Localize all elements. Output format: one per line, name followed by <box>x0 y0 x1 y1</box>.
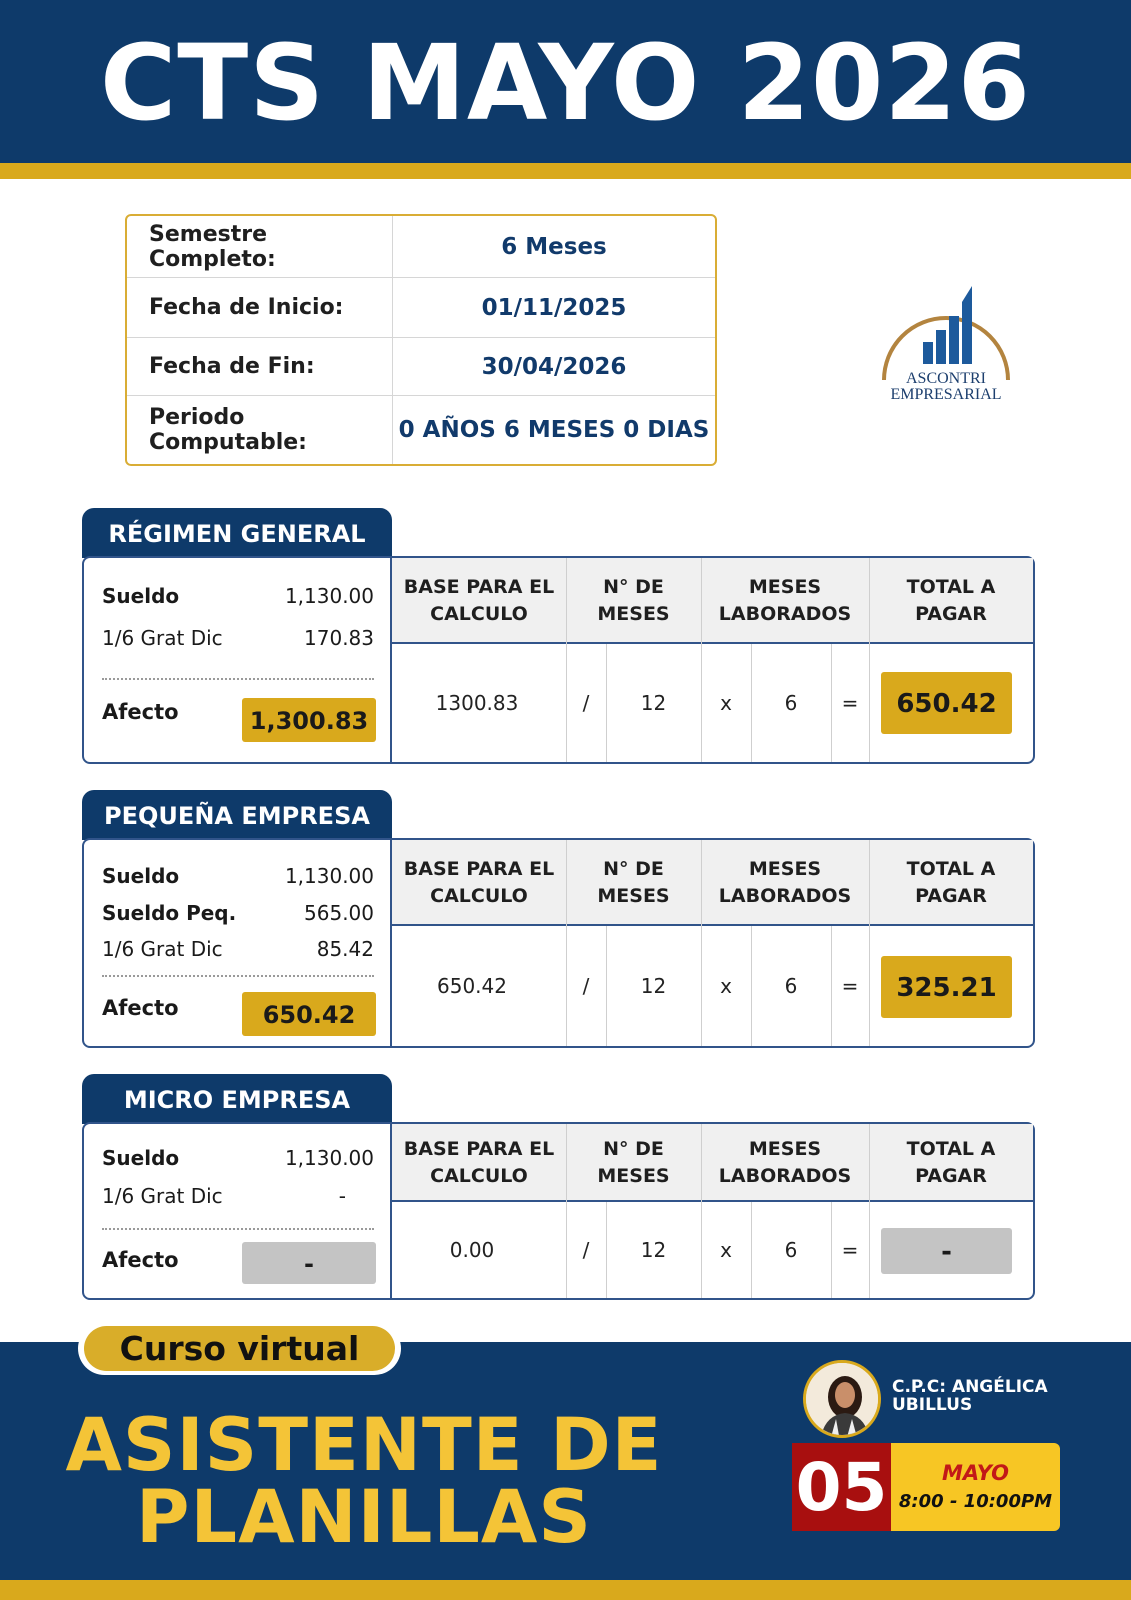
col-divider <box>869 1124 870 1298</box>
afecto-label: Afecto <box>102 700 179 724</box>
header-num-meses: N° DE MESES <box>597 858 670 907</box>
header-base: BASE PARA EL CALCULO <box>403 576 555 625</box>
event-day: 05 <box>792 1443 891 1531</box>
header-num-meses: N° DE MESES <box>597 576 670 625</box>
info-label: Semestre Completo: <box>149 221 276 272</box>
header-total: TOTAL A PAGAR <box>906 1138 996 1187</box>
course-title <box>44 1403 684 1560</box>
afecto-value: 1,300.83 <box>242 698 376 742</box>
breakdown-label: 1/6 Grat Dic <box>102 937 223 961</box>
breakdown-value: 1,130.00 <box>284 584 374 608</box>
months-value: 12 <box>640 1238 667 1262</box>
total-value: 325.21 <box>881 956 1012 1018</box>
worked-months-value: 6 <box>784 974 798 998</box>
logo-text-line1: ASCONTRI <box>905 370 987 387</box>
breakdown-label: Sueldo <box>102 584 180 608</box>
speaker-name <box>892 1378 1092 1414</box>
divide-sign: / <box>582 691 590 715</box>
event-date-info <box>891 1443 1060 1531</box>
ascontri-logo <box>866 272 1026 412</box>
dotted-divider <box>102 1228 374 1230</box>
info-row-semestre <box>127 216 715 278</box>
breakdown-panel <box>84 1124 392 1298</box>
header-meses-laborados: MESES LABORADOS <box>718 1138 852 1187</box>
info-row-inicio <box>127 278 715 338</box>
multiply-sign: x <box>720 1238 732 1262</box>
breakdown-label: 1/6 Grat Dic <box>102 1184 223 1208</box>
header-meses-laborados: MESES LABORADOS <box>718 858 852 907</box>
breakdown-row <box>102 1184 374 1208</box>
col-divider <box>869 840 870 1046</box>
section-title: PEQUEÑA EMPRESA <box>82 790 392 840</box>
breakdown-value: - <box>338 1184 346 1208</box>
header-total: TOTAL A PAGAR <box>906 576 996 625</box>
base-value: 650.42 <box>437 974 507 998</box>
breakdown-row <box>102 584 374 608</box>
section-pequena-empresa <box>82 790 1035 1050</box>
info-value: 01/11/2025 <box>481 294 627 321</box>
breakdown-row <box>102 626 374 650</box>
info-label: Fecha de Inicio: <box>149 295 344 320</box>
footer-gold-stripe <box>0 1580 1131 1600</box>
calc-grid <box>392 840 1033 1046</box>
afecto-value: - <box>242 1242 376 1284</box>
header-band <box>0 0 1131 163</box>
equals-sign: = <box>841 974 859 998</box>
period-info-table <box>125 214 717 466</box>
header-gold-stripe <box>0 163 1131 179</box>
breakdown-value: 1,130.00 <box>284 1146 374 1170</box>
base-value: 1300.83 <box>435 691 519 715</box>
col-divider <box>869 558 870 762</box>
breakdown-value: 1,130.00 <box>284 864 374 888</box>
info-label: Periodo Computable: <box>149 405 307 455</box>
dotted-divider <box>102 975 374 977</box>
afecto-value: 650.42 <box>242 992 376 1036</box>
dotted-divider <box>102 678 374 680</box>
breakdown-label: Sueldo <box>102 1146 180 1170</box>
breakdown-label: Sueldo Peq. <box>102 901 237 925</box>
header-total: TOTAL A PAGAR <box>906 858 996 907</box>
equals-sign: = <box>841 691 859 715</box>
speaker-name-line2: UBILLUS <box>892 1395 973 1415</box>
logo-text-line2: EMPRESARIAL <box>890 386 1002 403</box>
info-row-fin <box>127 338 715 396</box>
breakdown-panel <box>84 840 392 1046</box>
event-month: MAYO <box>941 1461 1010 1485</box>
course-badge: Curso virtual <box>84 1326 395 1371</box>
header-meses-laborados: MESES LABORADOS <box>718 576 852 625</box>
info-value: 0 AÑOS 6 MESES 0 DIAS <box>398 417 710 443</box>
multiply-sign: x <box>720 974 732 998</box>
breakdown-row <box>102 901 374 925</box>
afecto-label: Afecto <box>102 1248 179 1272</box>
section-regimen-general <box>82 508 1035 766</box>
breakdown-row <box>102 1146 374 1170</box>
calc-grid <box>392 558 1033 762</box>
section-title: MICRO EMPRESA <box>82 1074 392 1124</box>
header-base: BASE PARA EL CALCULO <box>403 858 555 907</box>
months-value: 12 <box>640 974 667 998</box>
worked-months-value: 6 <box>784 691 798 715</box>
header-base: BASE PARA EL CALCULO <box>403 1138 555 1187</box>
section-micro-empresa <box>82 1074 1035 1302</box>
afecto-label: Afecto <box>102 996 179 1020</box>
regimen-general-box <box>82 556 1035 764</box>
breakdown-row <box>102 864 374 888</box>
micro-empresa-box <box>82 1122 1035 1300</box>
logo-graphic <box>866 272 1026 412</box>
total-value: - <box>881 1228 1012 1274</box>
info-row-periodo <box>127 396 715 464</box>
pequena-empresa-box <box>82 838 1035 1048</box>
calc-grid <box>392 1124 1033 1298</box>
breakdown-value: 565.00 <box>304 901 374 925</box>
event-date <box>792 1443 1060 1531</box>
base-value: 0.00 <box>449 1238 495 1262</box>
course-title-line2: PLANILLAS <box>136 1475 592 1560</box>
equals-sign: = <box>841 1238 859 1262</box>
months-value: 12 <box>640 691 667 715</box>
multiply-sign: x <box>720 691 732 715</box>
info-value: 30/04/2026 <box>481 353 627 380</box>
event-time: 8:00 - 10:00PM <box>898 1491 1053 1512</box>
breakdown-panel <box>84 558 392 762</box>
breakdown-label: 1/6 Grat Dic <box>102 626 223 650</box>
header-num-meses: N° DE MESES <box>597 1138 670 1187</box>
worked-months-value: 6 <box>784 1238 798 1262</box>
total-value: 650.42 <box>881 672 1012 734</box>
section-title: RÉGIMEN GENERAL <box>82 508 392 558</box>
breakdown-label: Sueldo <box>102 864 180 888</box>
info-label: Fecha de Fin: <box>149 354 315 379</box>
breakdown-value: 170.83 <box>304 626 374 650</box>
divide-sign: / <box>582 974 590 998</box>
breakdown-row <box>102 937 374 961</box>
page-title: CTS MAYO 2026 <box>99 22 1032 144</box>
breakdown-value: 85.42 <box>316 937 374 961</box>
divide-sign: / <box>582 1238 590 1262</box>
info-value: 6 Meses <box>501 233 607 260</box>
speaker-avatar <box>803 1360 881 1438</box>
speaker-name-line1: C.P.C: ANGÉLICA <box>892 1377 1048 1397</box>
course-title-line1: ASISTENTE DE <box>65 1403 663 1488</box>
